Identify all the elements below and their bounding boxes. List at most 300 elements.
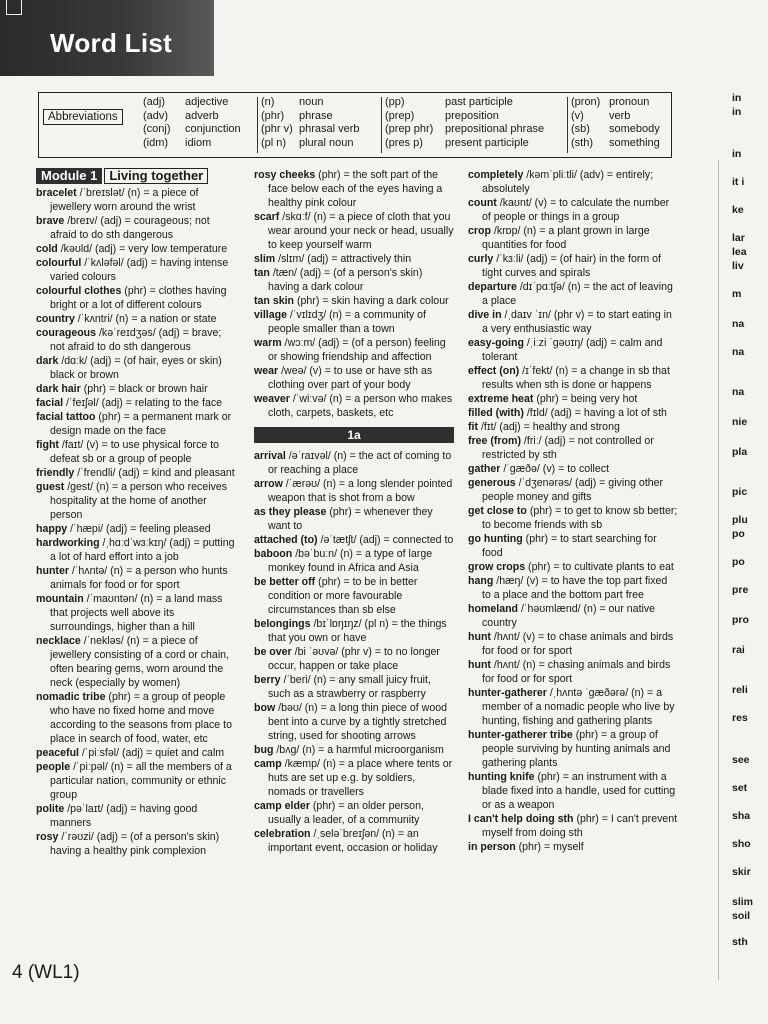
headword: brave <box>36 215 65 227</box>
headword: go hunting <box>468 533 523 545</box>
headword: scarf <box>254 211 280 223</box>
edge-word-fragment: in <box>732 106 742 118</box>
word-entry <box>36 284 236 312</box>
abbreviation-key: (prep phr) <box>385 123 434 135</box>
definition: /dɑːk/ (adj) = (of hair, eyes or skin) black or brown <box>50 355 222 381</box>
definition: (phr) = myself <box>515 841 584 853</box>
definition: /ˈbreɪslət/ (n) = a piece of jewellery worn around the wrist <box>50 187 199 213</box>
definition: (phr) = to cultivate plants to eat <box>525 561 674 573</box>
word-entry <box>468 812 678 840</box>
corner-box <box>6 0 22 15</box>
headword: free (from) <box>468 435 521 447</box>
headword: I can't help doing sth <box>468 813 574 825</box>
definition: /ɪˈfekt/ (n) = a change in sb that results when sth is done or happens <box>482 365 670 391</box>
definition: /slɪm/ (adj) = attractively thin <box>275 253 412 265</box>
abbreviation-row <box>571 96 660 110</box>
edge-word-fragment: m <box>732 288 742 300</box>
word-entry <box>468 560 678 574</box>
definition: (phr) = the soft part of the face below each of the eyes having a healthy pink colour <box>268 169 443 209</box>
word-entry <box>254 743 454 757</box>
definition: /kəˈreɪdʒəs/ (adj) = brave; not afraid to do sth dangerous <box>50 327 222 353</box>
headword: colourful <box>36 257 82 269</box>
definition: (phr) = an instrument with a blade fixed into a handle, used for cutting or as a weapon <box>482 771 676 811</box>
edge-word-fragment: pre <box>732 584 749 596</box>
headword: get close to <box>468 505 527 517</box>
word-entry <box>36 396 236 410</box>
abbreviation-key: (conj) <box>143 123 171 135</box>
abbreviation-row <box>385 123 544 137</box>
headword: grow crops <box>468 561 526 573</box>
definition: /ˈrəʊzi/ (adj) = (of a person's skin) having a healthy pink complexion <box>50 831 220 857</box>
word-entry <box>254 645 454 673</box>
edge-word-fragment: in <box>732 92 742 104</box>
module-name: Living together <box>104 168 208 184</box>
edge-word-fragment: skir <box>732 866 751 878</box>
headword: country <box>36 313 75 325</box>
definition: /ˌseləˈbreɪʃən/ (n) = an important event, occasion or holiday <box>268 828 438 854</box>
edge-word-fragment: po <box>732 556 745 568</box>
abbreviation-divider <box>257 97 258 153</box>
abbreviation-key: (pp) <box>385 96 405 108</box>
definition: (phr) = a group of people surviving by hunting animals and gathering plants <box>482 729 671 769</box>
abbreviation-meaning: phrase <box>299 109 333 122</box>
abbreviation-key: (sb) <box>571 123 590 135</box>
edge-word-fragment: sho <box>732 838 751 850</box>
edge-word-fragment: nie <box>732 416 748 428</box>
definition: /fɪt/ (adj) = healthy and strong <box>478 421 620 433</box>
abbreviation-row <box>143 110 241 124</box>
abbreviation-divider <box>381 97 382 153</box>
definition: /pəˈlaɪt/ (adj) = having good manners <box>50 803 198 829</box>
definition: (phr) = black or brown hair <box>80 383 208 395</box>
definition: /kaʊnt/ (v) = to calculate the number of people or things in a group <box>482 197 670 223</box>
abbreviation-meaning: pronoun <box>609 96 650 108</box>
headword: be over <box>254 646 292 658</box>
definition: /ˈdʒenərəs/ (adj) = giving other people money and gifts <box>482 477 664 503</box>
abbreviation-meaning: preposition <box>445 109 499 122</box>
word-entry <box>468 196 678 224</box>
word-entry <box>468 770 678 812</box>
word-entry <box>468 658 678 686</box>
edge-word-fragment: sha <box>732 810 751 822</box>
abbreviation-key: (v) <box>571 109 584 122</box>
headword: bug <box>254 744 274 756</box>
abbreviations-label: Abbreviations <box>43 109 123 125</box>
abbreviation-key: (phr) <box>261 109 285 122</box>
word-entry <box>468 532 678 560</box>
definition: /ˈfeɪʃəl/ (adj) = relating to the face <box>63 397 223 409</box>
abbreviation-meaning: something <box>609 136 660 149</box>
definition: /tæn/ (adj) = (of a person's skin) having a dark colour <box>268 267 423 293</box>
definition: /ˈkɜːli/ (adj) = (of hair) in the form of tight curves and spirals <box>482 253 661 279</box>
headword: arrival <box>254 450 286 462</box>
word-entry <box>36 564 236 592</box>
word-entry <box>36 480 236 522</box>
abbreviation-row <box>261 137 360 151</box>
headword: hunter-gatherer <box>468 687 547 699</box>
definition: (phr) = to start searching for food <box>482 533 657 559</box>
headword: completely <box>468 169 524 181</box>
definition: (phr) = to get to know sb better; to become friends with sb <box>482 505 678 531</box>
abbreviation-row <box>571 123 660 137</box>
headword: celebration <box>254 828 311 840</box>
definition: /ˌdaɪv ˈɪn/ (phr v) = to start eating in a very enthusiastic way <box>482 309 672 335</box>
headword: fit <box>468 421 478 433</box>
edge-word-fragment: soil <box>732 910 751 922</box>
abbreviation-meaning: plural noun <box>299 136 354 149</box>
edge-word-fragment: see <box>732 754 750 766</box>
headword: rosy cheeks <box>254 169 316 181</box>
definition: /ˌiːzi ˈgəʊɪŋ/ (adj) = calm and tolerant <box>482 337 663 363</box>
abbreviation-column <box>571 96 660 150</box>
abbreviation-key: (sth) <box>571 136 593 149</box>
abbreviation-meaning: phrasal verb <box>299 123 360 135</box>
headword: mountain <box>36 593 84 605</box>
headword: departure <box>468 281 517 293</box>
word-entry <box>36 186 236 214</box>
headword: tan <box>254 267 270 279</box>
definition: /bɪˈlɒŋɪŋz/ (pl n) = the things that you own or have <box>268 618 447 644</box>
headword: village <box>254 309 287 321</box>
abbreviation-row <box>385 110 544 124</box>
edge-word-fragment: sth <box>732 936 748 948</box>
abbreviation-meaning: prepositional phrase <box>445 123 545 135</box>
word-entry <box>36 410 236 438</box>
headword: cold <box>36 243 58 255</box>
word-entry <box>254 392 454 420</box>
headword: rosy <box>36 831 59 843</box>
abbreviation-column <box>261 96 360 150</box>
abbreviation-divider <box>567 97 568 153</box>
headword: hunt <box>468 659 491 671</box>
edge-word-fragment: liv <box>732 260 744 272</box>
definition: /hʌnt/ (v) = to chase animals and birds for food or for sport <box>482 631 674 657</box>
definition: /skɑːf/ (n) = a piece of cloth that you wear around your neck or head, usually to keep yourself warm <box>268 211 454 251</box>
headword: facial <box>36 397 64 409</box>
abbreviation-row <box>571 110 660 124</box>
word-entry <box>254 336 454 364</box>
word-entry <box>254 673 454 701</box>
headword: weaver <box>254 393 290 405</box>
column-2 <box>254 168 454 855</box>
word-entry <box>254 827 454 855</box>
edge-word-fragment: ke <box>732 204 744 216</box>
abbreviation-key: (adj) <box>143 96 166 108</box>
abbreviation-row <box>261 110 360 124</box>
headword: bow <box>254 702 276 714</box>
word-entry <box>254 575 454 617</box>
headword: dark hair <box>36 383 81 395</box>
definition: /ˈkʌləfəl/ (adj) = having intense varied colours <box>50 257 229 283</box>
word-entry <box>36 522 236 536</box>
definition: /ˈmaʊntən/ (n) = a land mass that projects well above its surroundings, higher than a hill <box>50 593 223 633</box>
abbreviation-key: (adv) <box>143 109 169 122</box>
column-3 <box>468 168 678 854</box>
edge-word-fragment: pic <box>732 486 748 498</box>
abbreviation-meaning: noun <box>299 96 324 108</box>
word-entry <box>468 392 678 406</box>
page-edge <box>718 160 719 980</box>
definition: /ˈpiːsfəl/ (adj) = quiet and calm <box>78 747 225 759</box>
header-band <box>0 0 214 76</box>
abbreviation-key: (pres p) <box>385 136 423 149</box>
definition: /ˈgæðə/ (v) = to collect <box>500 463 610 475</box>
word-entry <box>36 312 236 326</box>
word-entry <box>468 728 678 770</box>
definition: /ˈhəʊmlænd/ (n) = our native country <box>482 603 656 629</box>
headword: count <box>468 197 497 209</box>
abbreviation-row <box>261 123 360 137</box>
headword: berry <box>254 674 281 686</box>
abbreviation-key: (prep) <box>385 109 415 122</box>
word-entry <box>36 354 236 382</box>
definition: /ˈhæpi/ (adj) = feeling pleased <box>67 523 211 535</box>
word-entry <box>36 802 236 830</box>
definition: (phr) = whenever they want to <box>268 506 433 532</box>
definition: /gest/ (n) = a person who receives hospitality at the home of another person <box>50 481 228 521</box>
definition: /kæmp/ (n) = a place where tents or huts are set up e.g. by soldiers, nomads or travellers <box>268 758 453 798</box>
word-entry <box>468 308 678 336</box>
headword: crop <box>468 225 491 237</box>
headword: filled (with) <box>468 407 524 419</box>
headword: necklace <box>36 635 81 647</box>
abbreviations-box <box>38 92 672 158</box>
headword: hunt <box>468 631 491 643</box>
headword: dark <box>36 355 59 367</box>
edge-word-fragment: in <box>732 148 742 160</box>
headword: hunter <box>36 565 69 577</box>
word-entry <box>254 210 454 252</box>
abbreviation-key: (n) <box>261 96 275 108</box>
headword: baboon <box>254 548 293 560</box>
headword: gather <box>468 463 501 475</box>
definition: /bəʊ/ (n) = a long thin piece of wood bent into a curve by a tightly stretched string, used for shooting arrows <box>268 702 447 742</box>
abbreviation-row <box>571 137 660 151</box>
word-entry <box>468 574 678 602</box>
headword: friendly <box>36 467 75 479</box>
word-entry <box>36 830 236 858</box>
headword: belongings <box>254 618 311 630</box>
headword: happy <box>36 523 68 535</box>
definition: /fɪld/ (adj) = having a lot of sth <box>523 407 667 419</box>
word-entry <box>36 214 236 242</box>
definition: /ˈvɪlɪdʒ/ (n) = a community of people smaller than a town <box>268 309 426 335</box>
definition: (phr) = skin having a dark colour <box>294 295 449 307</box>
word-entry <box>36 466 236 480</box>
definition: /friː/ (adj) = not controlled or restricted by sth <box>482 435 654 461</box>
headword: fight <box>36 439 59 451</box>
headword: dive in <box>468 309 502 321</box>
edge-word-fragment: plu <box>732 514 748 526</box>
edge-word-fragment: lea <box>732 246 747 258</box>
abbreviation-meaning: present participle <box>445 136 529 149</box>
abbreviation-column <box>143 96 241 150</box>
word-entry <box>254 547 454 575</box>
definition: /bʌg/ (n) = a harmful microorganism <box>273 744 444 756</box>
word-entry <box>254 308 454 336</box>
definition: /əˈraɪvəl/ (n) = the act of coming to or reaching a place <box>268 450 452 476</box>
headword: courageous <box>36 327 97 339</box>
edge-word-fragment: na <box>732 318 745 330</box>
definition: /ˈpiːpəl/ (n) = all the members of a particular nation, community or ethnic group <box>50 761 232 801</box>
abbreviation-meaning: somebody <box>609 123 660 135</box>
word-entry <box>468 224 678 252</box>
module-tag: Module 1 <box>36 168 102 184</box>
definition: /krɒp/ (n) = a plant grown in large quantities for food <box>482 225 650 251</box>
headword: hunting knife <box>468 771 535 783</box>
column-1 <box>36 168 236 858</box>
abbreviation-row <box>143 123 241 137</box>
headword: camp elder <box>254 800 310 812</box>
word-entry <box>36 592 236 634</box>
definition: /ˈfrendli/ (adj) = kind and pleasant <box>74 467 235 479</box>
definition: /kəʊld/ (adj) = very low temperature <box>57 243 228 255</box>
edge-word-fragment: res <box>732 712 748 724</box>
headword: people <box>36 761 71 773</box>
headword: colourful clothes <box>36 285 122 297</box>
headword: attached (to) <box>254 534 318 546</box>
headword: camp <box>254 758 282 770</box>
definition: /bi ˈəʊvə/ (phr v) = to no longer occur, happen or take place <box>268 646 440 672</box>
word-entry <box>254 168 454 210</box>
headword: slim <box>254 253 276 265</box>
abbreviation-meaning: conjunction <box>185 123 241 135</box>
definition: /hʌnt/ (n) = chasing animals and birds for food or for sport <box>482 659 671 685</box>
word-entry <box>254 364 454 392</box>
definition: /weə/ (v) = to use or have sth as clothing over part of your body <box>268 365 433 391</box>
headword: hang <box>468 575 494 587</box>
definition: /faɪt/ (v) = to use physical force to defeat sb or a group of people <box>50 439 220 465</box>
word-entry <box>468 686 678 728</box>
word-entry <box>254 266 454 294</box>
headword: curly <box>468 253 494 265</box>
definition: /ˈberi/ (n) = any small juicy fruit, such as a strawberry or raspberry <box>268 674 431 700</box>
headword: guest <box>36 481 65 493</box>
edge-word-fragment: reli <box>732 684 748 696</box>
headword: polite <box>36 803 65 815</box>
edge-word-fragment: lar <box>732 232 745 244</box>
abbreviation-meaning: past participle <box>445 96 513 108</box>
word-entry <box>468 602 678 630</box>
edge-word-fragment: po <box>732 528 745 540</box>
headword: generous <box>468 477 516 489</box>
page-title: Word List <box>50 28 173 58</box>
word-entry <box>36 690 236 746</box>
word-entry <box>254 617 454 645</box>
abbreviation-row <box>385 137 544 151</box>
abbreviation-row <box>143 137 241 151</box>
abbreviation-key: (pl n) <box>261 136 287 149</box>
word-entry <box>36 242 236 256</box>
abbreviation-meaning: adjective <box>185 96 229 108</box>
definition: /bəˈbuːn/ (n) = a type of large monkey found in Africa and Asia <box>268 548 433 574</box>
word-entry <box>468 280 678 308</box>
headword: facial tattoo <box>36 411 96 423</box>
abbreviation-row <box>143 96 241 110</box>
headword: homeland <box>468 603 519 615</box>
word-entry <box>468 420 678 434</box>
definition: /ˈkʌntri/ (n) = a nation or state <box>74 313 217 325</box>
definition: /wɔːm/ (adj) = (of a person) feeling or showing friendship and affection <box>268 337 446 363</box>
headword: effect (on) <box>468 365 520 377</box>
definition: (phr) = a group of people who have no fixed home and move according to the seasons from place to place in search of food, water, etc <box>50 691 232 745</box>
edge-word-fragment: na <box>732 386 745 398</box>
headword: in person <box>468 841 516 853</box>
headword: hunter-gatherer tribe <box>468 729 573 741</box>
word-entry <box>254 449 454 477</box>
headword: hardworking <box>36 537 100 549</box>
headword: wear <box>254 365 279 377</box>
word-entry <box>36 746 236 760</box>
word-entry <box>254 477 454 505</box>
definition: /hæŋ/ (v) = to have the top part fixed to a place and the bottom part free <box>482 575 668 601</box>
word-entry <box>254 757 454 799</box>
word-entry <box>468 336 678 364</box>
word-entry <box>254 701 454 743</box>
headword: as they please <box>254 506 327 518</box>
headword: extreme heat <box>468 393 534 405</box>
page-number: 4 (WL1) <box>12 962 80 983</box>
word-entry <box>468 504 678 532</box>
definition: (phr) = a permanent mark or design made on the face <box>50 411 232 437</box>
abbreviation-column <box>385 96 544 150</box>
headword: arrow <box>254 478 283 490</box>
word-entry <box>468 252 678 280</box>
word-entry <box>468 168 678 196</box>
abbreviation-key: (pron) <box>571 96 601 108</box>
word-entry <box>468 476 678 504</box>
definition: (phr) = to be in better condition or more favourable circumstances than sb else <box>268 576 418 616</box>
definition: /əˈtætʃt/ (adj) = connected to <box>317 534 454 546</box>
edge-word-fragment: rai <box>732 644 745 656</box>
headword: peaceful <box>36 747 79 759</box>
definition: /kəmˈpliːtli/ (adv) = entirely; absolutely <box>482 169 654 195</box>
headword: warm <box>254 337 282 349</box>
word-entry <box>468 462 678 476</box>
edge-word-fragment: slim <box>732 896 754 908</box>
headword: bracelet <box>36 187 77 199</box>
definition: /ˈhʌntə/ (n) = a person who hunts animals for food or for sport <box>50 565 228 591</box>
headword: tan skin <box>254 295 295 307</box>
word-entry <box>36 438 236 466</box>
word-entry <box>36 760 236 802</box>
word-entry <box>468 434 678 462</box>
definition: /dɪˈpɑːtʃə/ (n) = the act of leaving a place <box>482 281 673 307</box>
definition: /ˌhʌntə ˈgæðərə/ (n) = a member of a nomadic people who live by hunting, fishing and gathering plants <box>482 687 675 727</box>
word-entry <box>468 840 678 854</box>
edge-word-fragment: it i <box>732 176 745 188</box>
abbreviation-meaning: adverb <box>185 109 219 122</box>
definition: (phr) = I can't prevent myself from doing sth <box>482 813 678 839</box>
word-entry <box>254 799 454 827</box>
word-entry <box>468 406 678 420</box>
abbreviation-meaning: verb <box>609 109 631 122</box>
word-entry <box>36 326 236 354</box>
abbreviation-meaning: idiom <box>185 136 212 149</box>
word-entry <box>254 533 454 547</box>
headword: nomadic tribe <box>36 691 106 703</box>
definition: /ˈærəʊ/ (n) = a long slender pointed weapon that is shot from a bow <box>268 478 453 504</box>
word-entry <box>36 634 236 690</box>
abbreviation-key: (idm) <box>143 136 169 149</box>
word-entry <box>254 252 454 266</box>
word-entry <box>254 505 454 533</box>
edge-word-fragment: set <box>732 782 748 794</box>
headword: be better off <box>254 576 316 588</box>
definition: /breɪv/ (adj) = courageous; not afraid to do sth dangerous <box>50 215 210 241</box>
module-heading <box>36 168 236 184</box>
word-entry <box>36 256 236 284</box>
